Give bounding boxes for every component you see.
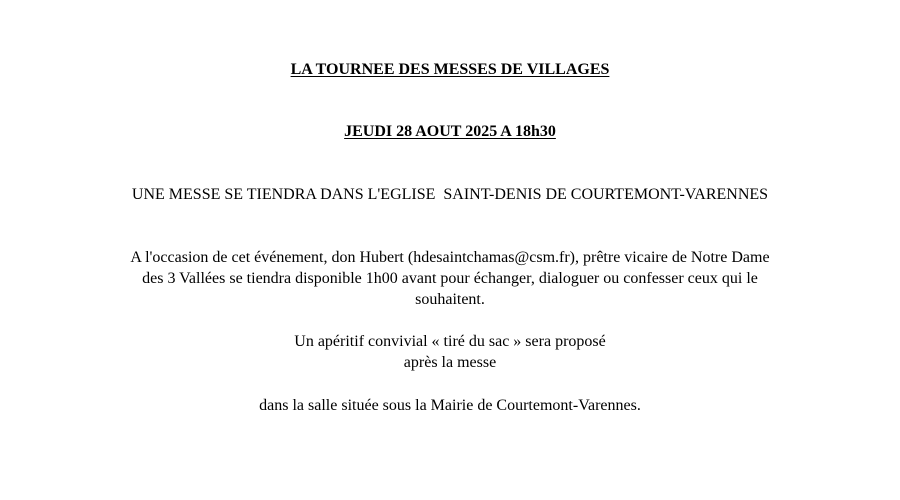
paragraph-2-line-2: après la messe — [403, 354, 497, 371]
mass-announcement: UNE MESSE SE TIENDRA DANS L'EGLISE SAINT-DENIS DE COURTEMONT-VARENNES — [131, 186, 769, 203]
paragraph-3: dans la salle située sous la Mairie de Courtemont-Varennes. — [259, 397, 641, 414]
paragraph-2-line-1: Un apéritif convivial « tiré du sac » sera proposé — [294, 333, 606, 350]
paragraph-1-line-1: A l'occasion de cet événement, don Hubert (hdesaintchamas@csm.fr), prêtre vicaire de Notre Dame — [130, 249, 770, 266]
document-title: LA TOURNEE DES MESSES DE VILLAGES — [290, 61, 610, 78]
event-date: JEUDI 28 AOUT 2025 A 18h30 — [344, 123, 556, 140]
paragraph-1-line-3: souhaitent. — [415, 291, 485, 308]
paragraph-1-line-2: des 3 Vallées se tiendra disponible 1h00 avant pour échanger, dialoguer ou confesser ceux qui le — [142, 270, 758, 287]
